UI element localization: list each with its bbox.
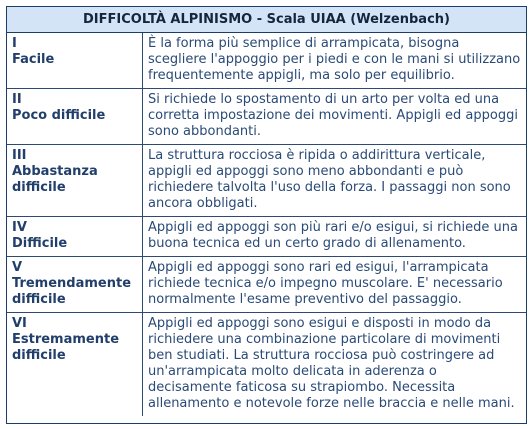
- grade-name: Difficile: [12, 236, 68, 251]
- table-title: DIFFICOLTÀ ALPINISMO - Scala UIAA (Welzenbach): [7, 7, 526, 33]
- table-row: [7, 217, 526, 257]
- grade-name: Facile: [12, 52, 55, 67]
- grade-cell: [7, 145, 143, 217]
- grade-name: Tremendamente difficile: [12, 276, 132, 307]
- grade-roman: I: [12, 36, 17, 51]
- grade-description: Appigli ed appoggi son più rari e/o esigui, si richiede una buona tecnica ed un certo grado di allenamento.: [143, 217, 527, 257]
- grade-roman: II: [12, 92, 22, 107]
- grade-roman: V: [12, 260, 23, 275]
- grade-name: Abbastanza difficile: [12, 164, 98, 195]
- grade-cell: [7, 257, 143, 313]
- difficulty-table: [6, 6, 527, 424]
- grade-description: Appigli ed appoggi sono esigui e disposti in modo da richiedere una combinazione particolare di movimenti ben studiati. La struttura rocciosa può costringere ad un'arrampicata molto delicata in aderenza o decisamente faticosa su strapiombo. Necessita allenamento e notevole forze nelle braccia e nelle mani.: [143, 313, 527, 417]
- grade-description: Si richiede lo spostamento di un arto per volta ed una corretta impostazione dei movimenti. Appigli ed appoggi sono abbondanti.: [143, 89, 527, 145]
- grade-cell: [7, 217, 143, 257]
- grade-roman: VI: [12, 316, 27, 331]
- grade-roman: IV: [12, 220, 27, 235]
- grades-grid: [7, 33, 526, 416]
- table-row: [7, 89, 526, 145]
- grade-roman: III: [12, 148, 27, 163]
- grade-description: La struttura rocciosa è ripida o addirittura verticale, appigli ed appoggi sono meno abbondanti e può richiedere talvolta l'uso della forza. I passaggi non sono ancora obbligati.: [143, 145, 527, 217]
- grade-cell: [7, 313, 143, 417]
- grade-cell: [7, 89, 143, 145]
- table-row: [7, 313, 526, 417]
- grade-name: Poco difficile: [12, 108, 106, 123]
- table-row: [7, 145, 526, 217]
- grade-description: È la forma più semplice di arrampicata, bisogna scegliere l'appoggio per i piedi e con le mani si utilizzano frequentemente appigli, ma solo per equilibrio.: [143, 33, 527, 89]
- table-row: [7, 257, 526, 313]
- table-row: [7, 33, 526, 89]
- grade-cell: [7, 33, 143, 89]
- grade-description: Appigli ed appoggi sono rari ed esigui, l'arrampicata richiede tecnica e/o impegno muscolare. E' necessario normalmente l'esame preventivo del passaggio.: [143, 257, 527, 313]
- grade-name: Estremamente difficile: [12, 332, 120, 363]
